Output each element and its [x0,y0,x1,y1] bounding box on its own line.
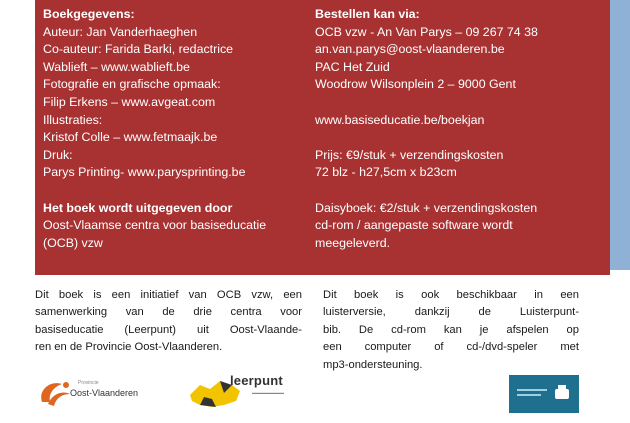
spacer [315,182,538,200]
spacer [315,129,538,147]
spacer [43,182,266,200]
initiative-line: basiseducatie (Leerpunt) uit Oost-Vlaande- [35,323,302,336]
initiative-line: samenwerking van de drie centra voor [35,306,302,319]
print-name: Parys Printing- www.parysprinting.be [43,165,246,180]
audio-line: Dit boek is ook beschikbaar in een [323,289,579,301]
coauthor-line: Co-auteur: Farida Barki, redactrice [43,42,234,57]
print-label: Druk: [43,147,73,162]
order-heading: Bestellen kan via: [315,7,420,21]
luisterpunt-mark-icon [509,375,579,413]
pac-name: PAC Het Zuid [315,59,390,74]
book-details-column [43,6,266,252]
order-column [315,6,538,252]
initiative-line: ren en de Provincie Oost-Vlaanderen. [35,341,223,354]
publisher-line-1: Oost-Vlaamse centra voor basiseducatie [43,218,267,233]
audio-line: mp3-ondersteuning. [323,358,423,371]
leerpunt-name: leerpunt [230,373,283,388]
daisy-line-2: cd-rom / aangepaste software wordt [315,218,513,233]
oost-vlaanderen-logo [36,376,146,410]
leerpunt-logo [186,371,301,413]
luisterpunt-logo [509,375,579,413]
format-line: 72 blz - h27,5cm x b23cm [315,165,457,180]
publisher-heading: Het boek wordt uitgegeven door [43,200,233,215]
audio-line: bib. De cd-rom kan je afspelen op [323,323,579,336]
audio-version-paragraph [323,287,579,374]
daisy-line-1: Daisyboek: €2/stuk + verzendingskosten [315,200,538,215]
photo-label: Fotografie en grafische opmaak: [43,77,221,92]
order-email: an.van.parys@oost-vlaanderen.be [315,42,505,57]
wablieft-line: Wablieft – www.wablieft.be [43,59,190,74]
oost-vlaanderen-small-label: Provincie [78,380,99,386]
colophon-panel [35,0,610,275]
author-line: Auteur: Jan Vanderhaeghen [43,24,198,39]
audio-line: luisterversie, dankzij de Luisterpunt- [323,306,579,319]
illustrations-label: Illustraties: [43,112,103,127]
audio-line: een computer of cd-/dvd-speler met [323,341,579,354]
initiative-line: Dit boek is een initiatief van OCB vzw, een [35,289,302,301]
order-contact: OCB vzw - An Van Parys – 09 267 74 38 [315,24,538,39]
leerpunt-tagline-decoration: ▬▬▬▬▬▬▬▬ [252,390,284,395]
oost-vlaanderen-name: Oost-Vlaanderen [70,388,139,398]
photo-name: Filip Erkens – www.avgeat.com [43,94,216,109]
pac-address: Woodrow Wilsonplein 2 – 9000 Gent [315,77,516,92]
daisy-line-3: meegeleverd. [315,235,391,250]
side-band-decoration [610,0,630,270]
spacer [315,94,538,112]
order-website: www.basiseducatie.be/boekjan [315,112,485,127]
publisher-line-2: (OCB) vzw [43,235,103,250]
initiative-paragraph [35,287,302,357]
book-details-heading: Boekgegevens: [43,7,135,21]
price-line: Prijs: €9/stuk + verzendingskosten [315,147,504,162]
illustrations-name: Kristof Colle – www.fetmaajk.be [43,130,218,145]
